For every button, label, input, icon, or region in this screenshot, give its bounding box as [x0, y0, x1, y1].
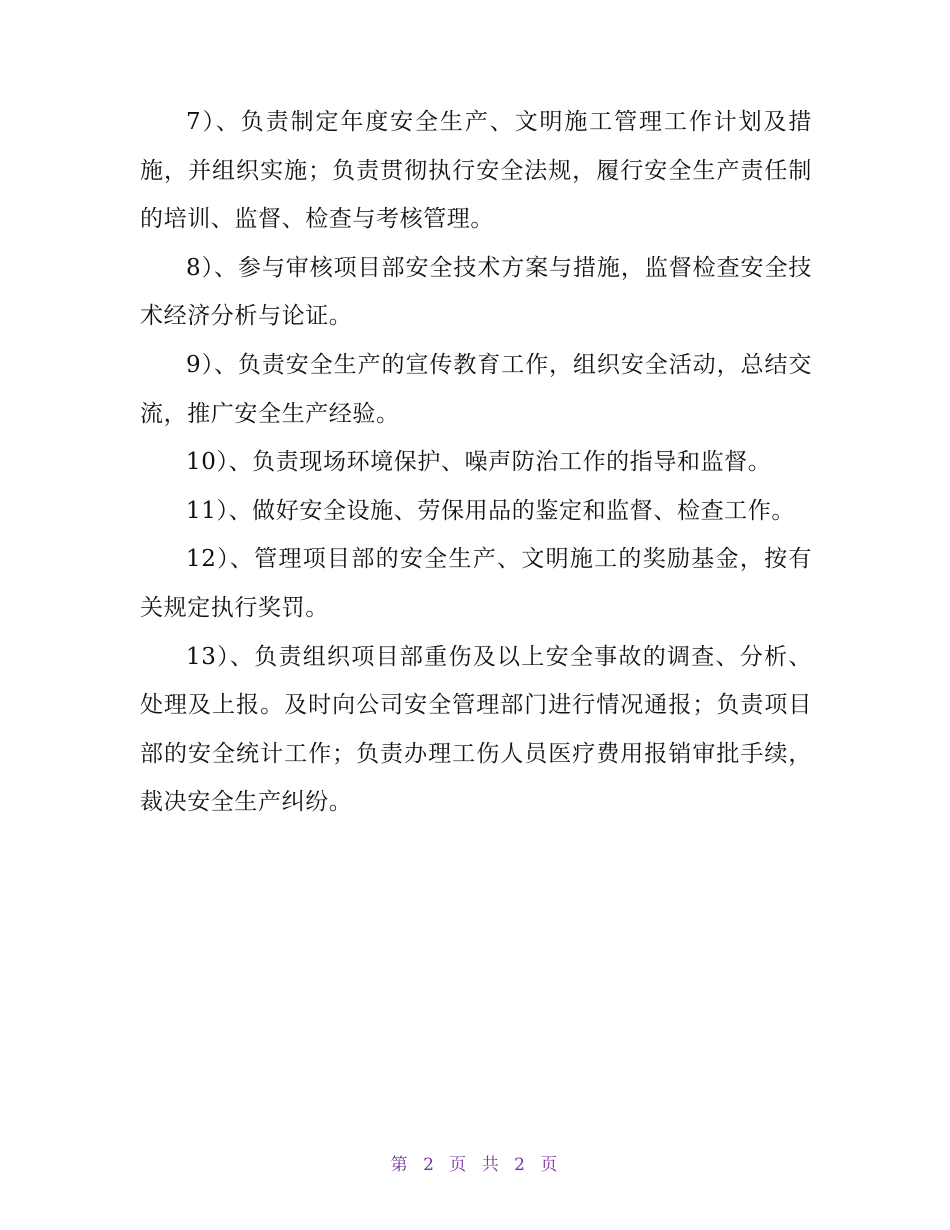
paragraph-item-9: 9）、负责安全生产的宣传教育工作，组织安全活动，总结交流，推广安全生产经验。	[140, 351, 812, 427]
paragraph-item-11: 11）、做好安全设施、劳保用品的鉴定和监督、检查工作。	[186, 497, 795, 524]
paragraph-item-10: 10）、负责现场环境保护、噪声防治工作的指导和监督。	[186, 449, 772, 476]
paragraph-item-7: 7）、负责制定年度安全生产、文明施工管理工作计划及措施，并组织实施；负责贯彻执行安全法规，履行安全生产责任制的培训、监督、检查与考核管理。	[140, 109, 812, 233]
page-number-footer: 第 2 页 共 2 页	[390, 1155, 560, 1175]
paragraph-item-13: 13）、负责组织项目部重伤及以上安全事故的调查、分析、处理及上报。及时向公司安全管理部门进行情况通报；负责项目部的安全统计工作；负责办理工伤人员医疗费用报销审批手续，裁决安全生产纠纷。	[140, 643, 812, 816]
document-body	[140, 98, 812, 827]
paragraph-item-8: 8）、参与审核项目部安全技术方案与措施，监督检查安全技术经济分析与论证。	[140, 254, 812, 330]
paragraph-item-12: 12）、管理项目部的安全生产、文明施工的奖励基金，按有关规定执行奖罚。	[140, 546, 812, 621]
